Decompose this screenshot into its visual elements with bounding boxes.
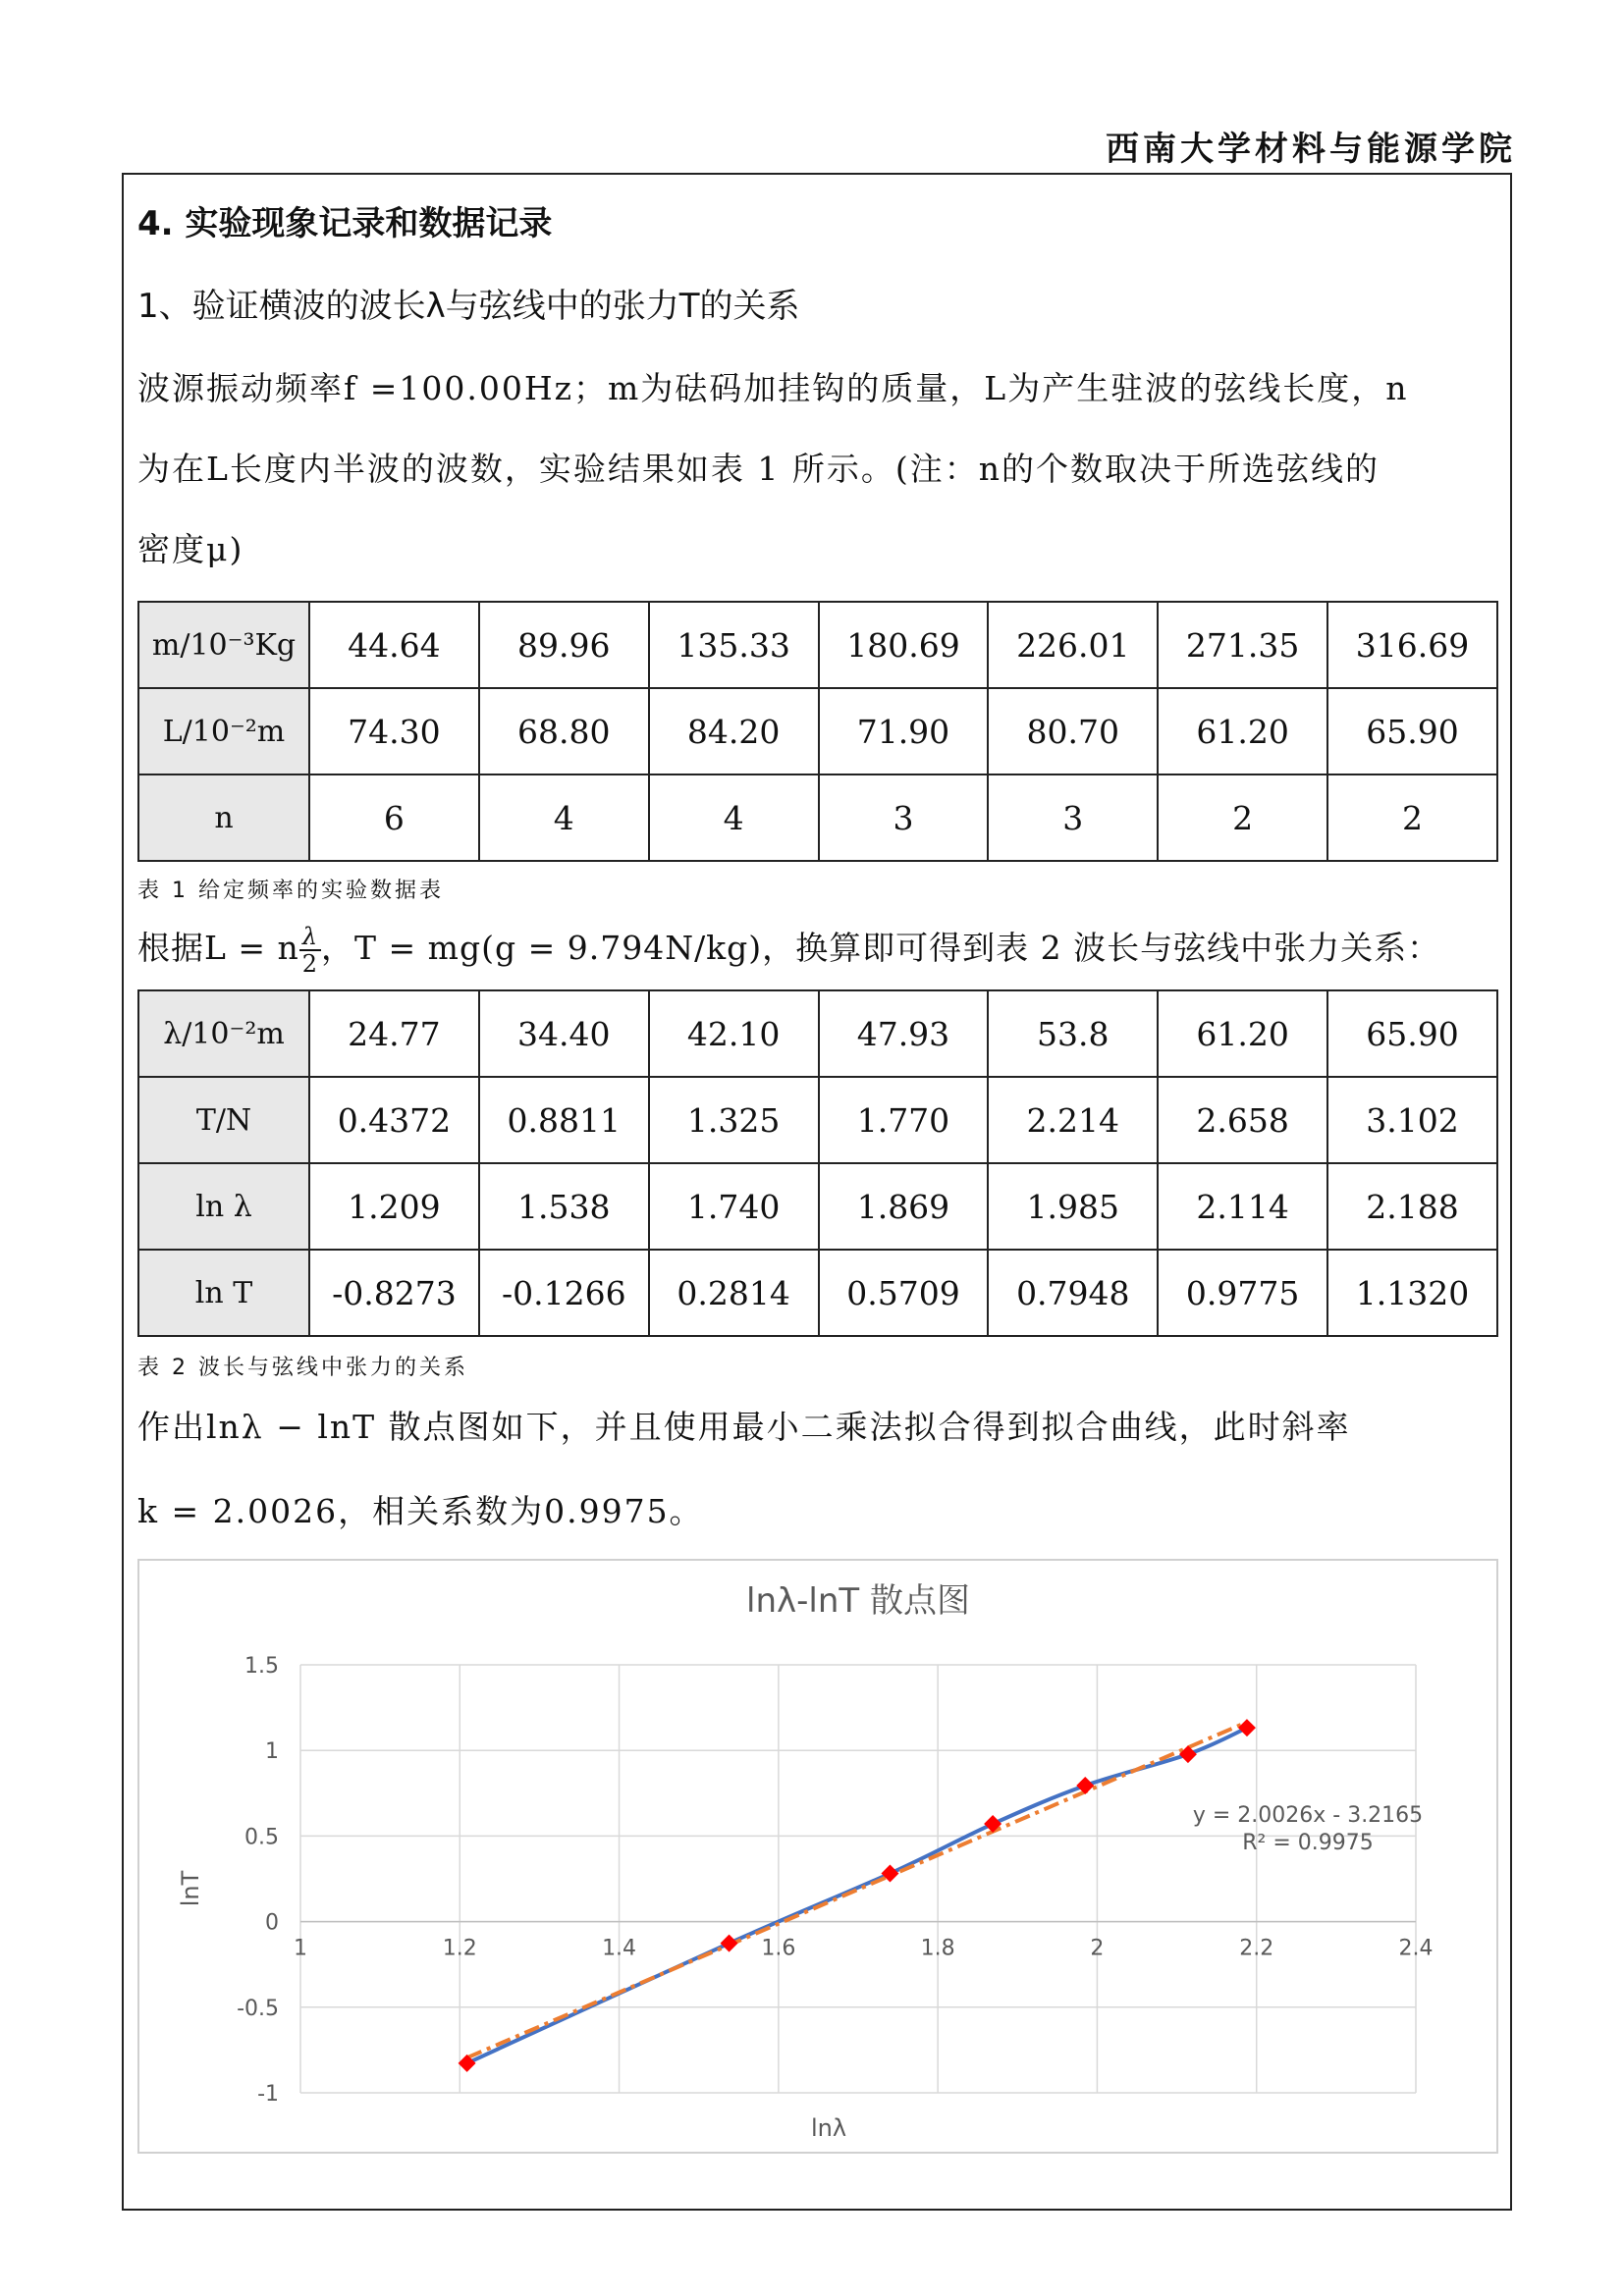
table-row — [138, 688, 1497, 774]
intro-line-3: 密度μ) — [137, 530, 244, 568]
y-tick-label: -1 — [257, 2082, 279, 2107]
table-row — [138, 1250, 1497, 1336]
row-header: ln λ — [138, 1163, 309, 1250]
table-row — [138, 774, 1497, 861]
table-cell: 4 — [649, 774, 819, 861]
table-cell: 47.93 — [819, 990, 989, 1077]
table-cell: 24.77 — [309, 990, 479, 1077]
table-cell: 2.188 — [1327, 1163, 1497, 1250]
formula-prefix: 根据L = n — [137, 929, 299, 967]
table-row — [138, 990, 1497, 1077]
table-cell: 1.869 — [819, 1163, 989, 1250]
table-cell: 0.2814 — [649, 1250, 819, 1336]
series-line — [467, 1728, 1247, 2063]
data-point — [1076, 1777, 1094, 1794]
data-point — [1238, 1719, 1256, 1736]
chart-title: lnλ-lnT 散点图 — [746, 1581, 970, 1621]
trendline-r2: R² = 0.9975 — [1242, 1831, 1374, 1855]
y-tick-label: -0.5 — [237, 1996, 279, 2021]
table-cell: 0.4372 — [309, 1077, 479, 1163]
table-cell: 1.209 — [309, 1163, 479, 1250]
fraction-denominator: 2 — [301, 950, 319, 978]
table-cell: 180.69 — [819, 602, 989, 688]
y-axis-label: lnT — [177, 1870, 204, 1907]
y-tick-label: 0 — [265, 1910, 279, 1936]
scatter-chart — [137, 1559, 1498, 2154]
intro-line-2: 为在L长度内半波的波数，实验结果如表 1 所示。(注：n的个数取决于所选弦线的 — [137, 450, 1380, 488]
section-title: 4. 实验现象记录和数据记录 — [137, 204, 553, 243]
fraction — [299, 924, 321, 977]
table-row — [138, 1163, 1497, 1250]
trendline-equation: y = 2.0026x - 3.2165 — [1192, 1803, 1424, 1828]
row-header: ln T — [138, 1250, 309, 1336]
row-header: m/10⁻³Kg — [138, 602, 309, 688]
row-header: n — [138, 774, 309, 861]
x-tick-label: 1.2 — [442, 1936, 477, 1961]
formula-line — [137, 923, 1440, 977]
table-cell: 71.90 — [819, 688, 989, 774]
table-row — [138, 602, 1497, 688]
table-cell: 2.114 — [1158, 1163, 1327, 1250]
table-cell: 3 — [988, 774, 1158, 861]
table-1-caption: 表 1 给定频率的实验数据表 — [137, 879, 444, 903]
table-cell: 2 — [1327, 774, 1497, 861]
table-cell: 74.30 — [309, 688, 479, 774]
conclusion-line-2: k = 2.0026，相关系数为0.9975。 — [137, 1492, 704, 1530]
row-header: L/10⁻²m — [138, 688, 309, 774]
table-cell: 61.20 — [1158, 688, 1327, 774]
data-point — [721, 1935, 738, 1952]
table-cell: 6 — [309, 774, 479, 861]
x-axis-label: lnλ — [810, 2114, 847, 2142]
row-header: λ/10⁻²m — [138, 990, 309, 1077]
table-cell: 0.5709 — [819, 1250, 989, 1336]
x-tick-label: 2.4 — [1398, 1936, 1434, 1961]
table-cell: 2.658 — [1158, 1077, 1327, 1163]
table-cell: 1.985 — [988, 1163, 1158, 1250]
table-cell: 42.10 — [649, 990, 819, 1077]
table-1-body — [138, 602, 1497, 861]
y-tick-label: 1 — [265, 1739, 279, 1765]
table-cell: -0.8273 — [309, 1250, 479, 1336]
table-cell: 2 — [1158, 774, 1327, 861]
subsection-title: 1、验证横波的波长λ与弦线中的张力T的关系 — [137, 287, 800, 326]
table-cell: 34.40 — [479, 990, 649, 1077]
table-cell: 135.33 — [649, 602, 819, 688]
table-cell: 1.538 — [479, 1163, 649, 1250]
table-cell: 1.740 — [649, 1163, 819, 1250]
x-tick-label: 1.4 — [602, 1936, 637, 1961]
table-cell: 80.70 — [988, 688, 1158, 774]
table-cell: 0.9775 — [1158, 1250, 1327, 1336]
y-tick-label: 0.5 — [244, 1825, 279, 1850]
row-header: T/N — [138, 1077, 309, 1163]
x-tick-label: 1.8 — [920, 1936, 955, 1961]
table-cell: 89.96 — [479, 602, 649, 688]
table-cell: 3.102 — [1327, 1077, 1497, 1163]
table-cell: 0.7948 — [988, 1250, 1158, 1336]
x-tick-label: 2 — [1090, 1936, 1105, 1961]
report-frame — [122, 173, 1512, 2211]
table-cell: 1.770 — [819, 1077, 989, 1163]
x-tick-label: 1 — [294, 1936, 307, 1961]
formula-suffix: ，T = mg(g = 9.794N/kg)，换算即可得到表 2 波长与弦线中张力关系： — [321, 929, 1441, 967]
table-cell: 65.90 — [1327, 990, 1497, 1077]
table-row — [138, 1077, 1497, 1163]
table-cell: 4 — [479, 774, 649, 861]
table-cell: 61.20 — [1158, 990, 1327, 1077]
table-cell: 0.8811 — [479, 1077, 649, 1163]
table-cell: 1.325 — [649, 1077, 819, 1163]
x-tick-label: 2.2 — [1239, 1936, 1274, 1961]
fraction-numerator: λ — [299, 924, 321, 951]
table-cell: 226.01 — [988, 602, 1158, 688]
table-cell: 68.80 — [479, 688, 649, 774]
table-cell: 84.20 — [649, 688, 819, 774]
school-header: 西南大学材料与能源学院 — [1106, 130, 1516, 169]
y-tick-label: 1.5 — [244, 1654, 279, 1679]
table-2-body — [138, 990, 1497, 1336]
table-cell: -0.1266 — [479, 1250, 649, 1336]
table-2 — [137, 989, 1498, 1337]
table-cell: 44.64 — [309, 602, 479, 688]
table-cell: 316.69 — [1327, 602, 1497, 688]
table-cell: 53.8 — [988, 990, 1158, 1077]
chart-svg — [139, 1561, 1496, 2152]
conclusion-line-1: 作出lnλ − lnT 散点图如下，并且使用最小二乘法拟合得到拟合曲线，此时斜率 — [137, 1408, 1351, 1446]
table-cell: 271.35 — [1158, 602, 1327, 688]
intro-line-1: 波源振动频率f =100.00Hz；m为砝码加挂钩的质量，L为产生驻波的弦线长度，n — [137, 369, 1409, 407]
table-1 — [137, 601, 1498, 862]
table-cell: 2.214 — [988, 1077, 1158, 1163]
table-cell: 3 — [819, 774, 989, 861]
table-2-caption: 表 2 波长与弦线中张力的关系 — [137, 1356, 468, 1380]
table-cell: 1.1320 — [1327, 1250, 1497, 1336]
x-tick-label: 1.6 — [761, 1936, 796, 1961]
table-cell: 65.90 — [1327, 688, 1497, 774]
